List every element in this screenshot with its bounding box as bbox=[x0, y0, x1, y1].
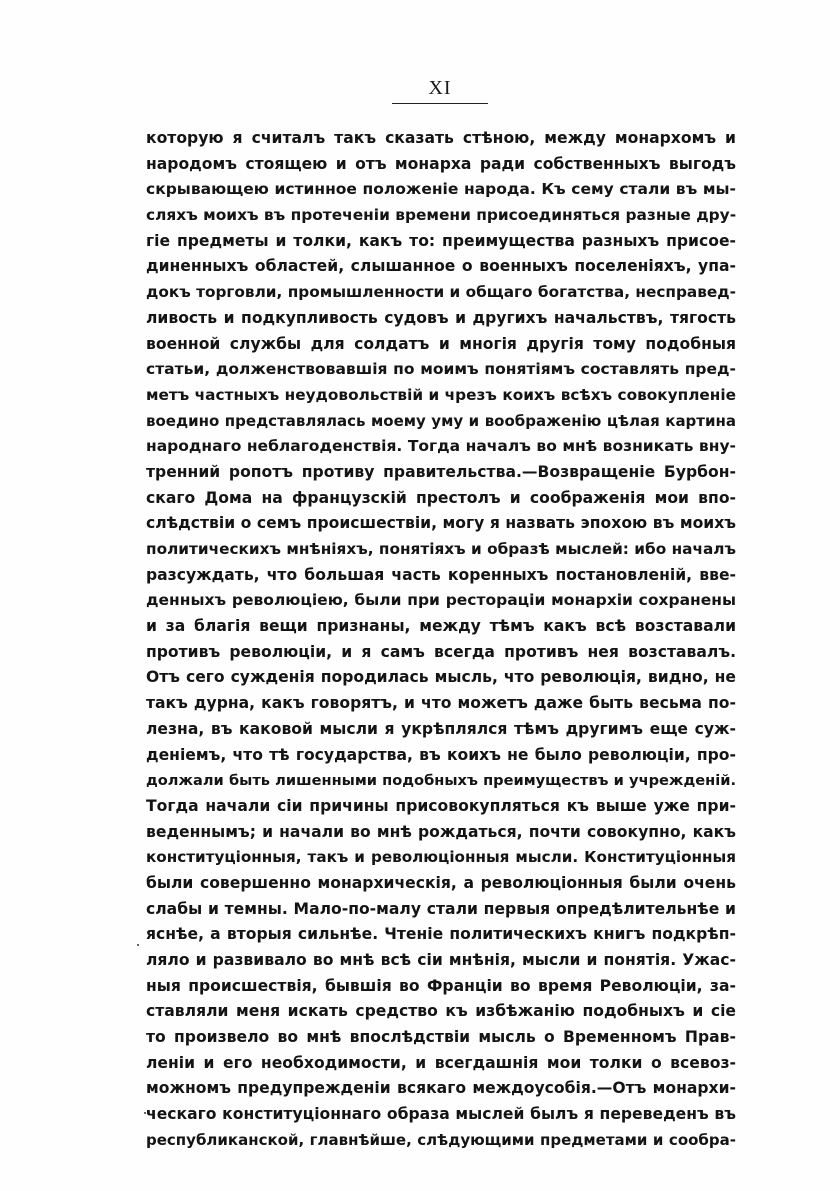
text-line: ставляли меня искать средство къ избѣжанiю подобныхъ и сiе bbox=[146, 1002, 736, 1021]
text-line: лезна, въ каковой мысли я укрѣплялся тѣмъ другимъ еще суж- bbox=[146, 719, 736, 738]
text-line: то произвело во мнѣ впослѣдствiи мысль о Временномъ Прав- bbox=[146, 1028, 736, 1047]
text-line: народнаго неблагоденствiя. Тогда началъ во мнѣ возникать вну- bbox=[146, 437, 736, 456]
margin-speck bbox=[144, 1112, 146, 1114]
text-line: метъ частныхъ неудовольствiй и чрезъ коихъ всѣхъ совокупленiе bbox=[146, 385, 736, 404]
text-line: скрывающею истинное положенiе народа. Къ сему стали въ мы- bbox=[146, 180, 736, 199]
text-line: такъ дурна, какъ говорятъ, и что можетъ даже быть весьма по- bbox=[146, 694, 736, 713]
text-line: были совершенно монархическiя, а революцiонныя были очень bbox=[146, 873, 736, 892]
text-line: сляхъ моихъ въ протеченiи времени присоединяться разные дру- bbox=[146, 206, 737, 225]
text-line: и за благiя вещи признаны, между тѣмъ какъ всѣ возставали bbox=[146, 617, 736, 636]
text-line: которую я считалъ такъ сказать стѣною, между монархомъ и bbox=[146, 129, 736, 147]
text-line: ляло и развивало во мнѣ всѣ сiи мнѣнiя, мысли и понятiя. Ужас- bbox=[146, 951, 736, 969]
text-line: воедино представлялась моему уму и воображенiю цѣлая картина bbox=[146, 411, 736, 430]
text-line: Тогда начали сiи причины присовокупляться къ выше уже при- bbox=[146, 796, 736, 815]
text-line: скаго Дома на французскiй престолъ и соображенiя мои впо- bbox=[146, 488, 736, 507]
margin-speck bbox=[137, 944, 139, 946]
text-line: веденнымъ; и начали во мнѣ рождаться, почти совокупно, какъ bbox=[146, 822, 736, 841]
text-line: ныя происшествiя, бывшiя во Францiи во время Революцiи, за- bbox=[146, 976, 736, 995]
text-line: докъ торговли, промышленности и общаго богатства, несправед- bbox=[146, 283, 736, 302]
text-line: ческаго конституцiоннаго образа мыслей былъ я переведенъ въ bbox=[146, 1105, 736, 1124]
text-line: яснѣе, а вторыя сильнѣе. Чтенiе политическихъ книгъ подкрѣп- bbox=[146, 925, 736, 944]
text-line: статьи, долженствовавшiя по моимъ понятiямъ составлять пред- bbox=[146, 360, 736, 379]
text-line: конституцiонныя, такъ и революцiонныя мысли. Конституцiонныя bbox=[146, 848, 736, 867]
text-line: гiе предметы и толки, какъ то: преимущества разныхъ присое- bbox=[146, 231, 736, 250]
header-rule bbox=[392, 103, 488, 104]
page-number: XI bbox=[428, 77, 452, 99]
text-line: ливость и подкупливость судовъ и другихъ начальствъ, тягость bbox=[146, 308, 736, 327]
text-line: слабы и темны. Мало-по-малу стали первыя опредѣлительнѣе и bbox=[146, 899, 736, 918]
text-line: народомъ стоящею и отъ монарха ради собственныхъ выгодъ bbox=[146, 154, 736, 173]
text-line: денiемъ, что тѣ государства, въ коихъ не было революцiи, про- bbox=[146, 745, 736, 764]
text-line: Отъ сего сужденiя породилась мысль, что революцiя, видно, не bbox=[146, 668, 736, 687]
text-line: денныхъ революцiею, были при ресторацiи монархiи сохранены bbox=[146, 591, 736, 610]
text-line: политическихъ мнѣнiяхъ, понятiяхъ и образѣ мыслей: ибо началъ bbox=[146, 540, 736, 558]
body-text bbox=[146, 126, 736, 1154]
text-line: республиканской, главнѣйше, слѣдующими предметами и сообра- bbox=[146, 1130, 736, 1149]
text-line: военной службы для солдатъ и многiя другiя тому подобныя bbox=[146, 334, 736, 353]
text-line: слѣдствiи о семъ происшествiи, могу я назвать эпохою въ моихъ bbox=[146, 514, 736, 533]
text-line: можномъ предупрежденiи всякаго междоусобiя.—Отъ монархи- bbox=[146, 1079, 736, 1098]
text-line: разсуждать, что большая часть коренныхъ постановленiй, вве- bbox=[146, 565, 736, 584]
text-line: противъ революцiи, и я самъ всегда противъ нея возставалъ. bbox=[146, 642, 736, 661]
text-line: тренний ропотъ противу правительства.—Возвращенiе Бурбон- bbox=[146, 462, 736, 481]
text-line: диненныхъ областей, слышанное о военныхъ поселенiяхъ, упа- bbox=[146, 257, 736, 276]
text-line: должали быть лишенными подобныхъ преимуществъ и учрежденiй. bbox=[146, 772, 736, 790]
text-line: ленiи и его необходимости, и всегдашнiя мои толки о всевоз- bbox=[146, 1053, 736, 1072]
